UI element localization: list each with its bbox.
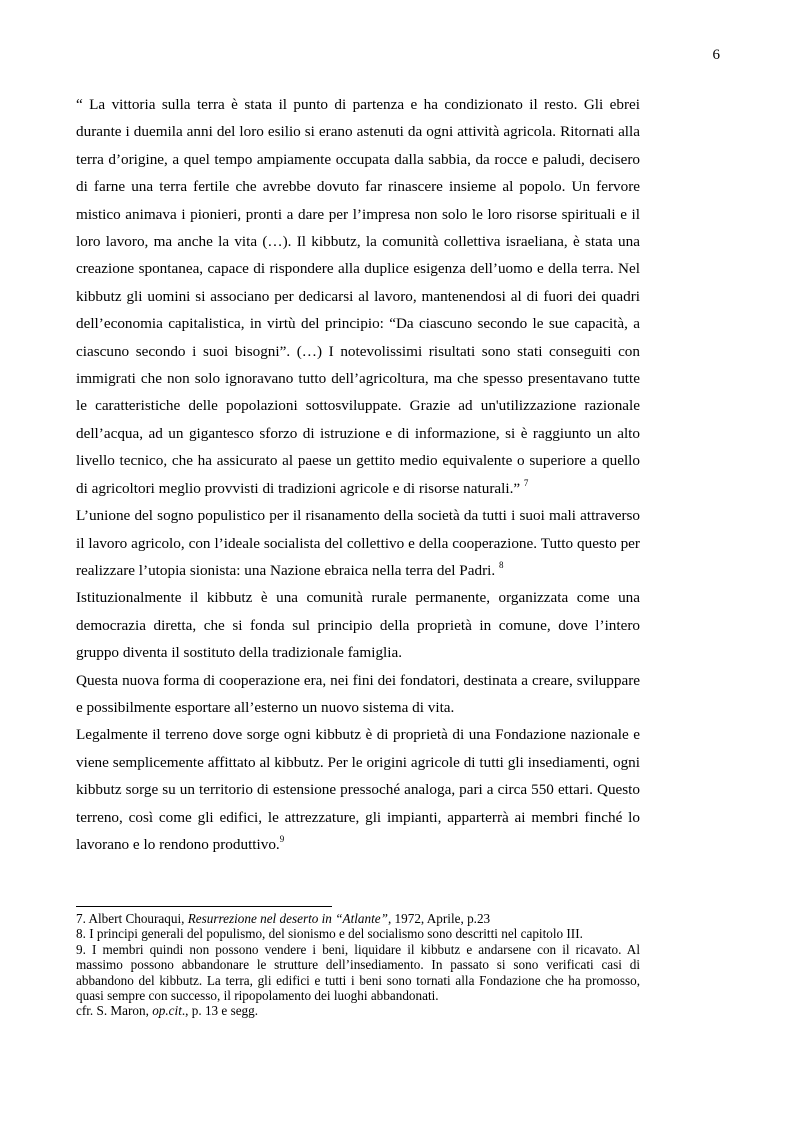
footnote-8: 8. I principi generali del populismo, del sionismo e del socialismo sono descritti nel capitolo III. — [76, 926, 583, 942]
footnotes — [76, 911, 640, 1019]
footnote-7-title: Resurrezione nel deserto in “Atlante” — [187, 911, 388, 926]
paragraph-text: “ La vittoria sulla terra è stata il punto di partenza e ha condizionato il resto. Gli ebrei durante i duemila anni del loro esilio si erano astenuti da ogni attività agricola. Ritornati alla terra d’origine, a quel tempo ampiamente occupata dalla sabbia, da rocce e paludi, decisero di farne una terra fertile che avrebbe dovuto far rinascere insieme al popolo. Un fervore mistico animava i pionieri, pronti a dare per l’impresa non solo le loro risorse spirituali e il loro lavoro, ma anche la vita (…). Il kibbutz, la comunità collettiva israeliana, è stata una creazione spontanea, capace di rispondere alla duplice esigenza dell’uomo e della terra. Nel kibbutz gli uomini si associano per dedicarsi al lavoro, mantenendosi al di fuori dei quadri dell’economia capitalistica, in virtù del principio: “Da ciascuno secondo le sue capacità, a ciascuno secondo i suoi bisogni”. (…) I notevolissimi risultati sono stati conseguiti con immigrati che non solo ignoravano tutto dell’agricoltura, ma che spesso presentavano tutte le caratteristiche delle popolazioni sottosviluppate. Grazie ad un'utilizzazione razionale dell’acqua, ad un gigantesco sforzo di istruzione e di informazione, si è raggiunto un alto livello tecnico, che ha assicurato al paese un gettito medio equivalente o superiore a quello di agricoltori meglio provvisti di tradizioni agricole e di risorse naturali.” — [76, 96, 640, 497]
paragraph-quote — [76, 91, 640, 502]
paragraph-text: Legalmente il terreno dove sorge ogni kibbutz è di proprietà di una Fondazione nazionale e viene semplicemente affittato al kibbutz. Per le origini agricole di tutti gli insediamenti, ogni kibbutz sorge su un territorio di estensione pressoché analoga, pari a circa 550 ettari. Questo terreno, così come gli edifici, le attrezzature, gli impianti, apparterrà ai membri finché lo lavorano e lo rendono produttivo. — [76, 726, 640, 853]
paragraph-institutional: Istituzionalmente il kibbutz è una comunità rurale permanente, organizzata come una democrazia diretta, che si fonda sul principio della proprietà in comune, dove l’intero gruppo diventa il sostituto della tradizionale famiglia. — [76, 589, 640, 662]
paragraph-union — [76, 502, 640, 584]
paragraph-text: L’unione del sogno populistico per il risanamento della società da tutti i suoi mali attraverso il lavoro agricolo, con l’ideale socialista del collettivo e della cooperazione. Tutto questo per realizzare l’utopia sionista: una Nazione ebraica nella terra del Padri. — [76, 507, 640, 579]
footnote-cfr — [76, 1003, 640, 1018]
page-number: 6 — [712, 47, 720, 63]
paragraph-legal — [76, 721, 640, 858]
paragraph-cooperation: Questa nuova forma di cooperazione era, nei fini dei fondatori, destinata a creare, sviluppare e possibilmente esportare all’esterno un nuovo sistema di vita. — [76, 671, 640, 716]
footnote-7-author: 7. Albert Chouraqui, — [76, 911, 188, 926]
cfr-pages: ., p. 13 e segg. — [181, 1003, 259, 1019]
footnote-ref-9: 9 — [279, 833, 285, 844]
footnote-separator — [76, 906, 332, 907]
footnote-7 — [76, 911, 640, 926]
main-text — [76, 91, 640, 858]
footnote-ref-7: 7 — [523, 477, 529, 488]
footnote-7-date: , 1972, Aprile, p.23 — [387, 911, 491, 926]
footnote-ref-8: 8 — [498, 559, 504, 570]
cfr-opcit: op.cit — [152, 1003, 182, 1019]
cfr-author: cfr. S. Maron, — [76, 1003, 153, 1019]
footnote-9: 9. I membri quindi non possono vendere i beni, liquidare il kibbutz e andarsene con il ricavato. Al massimo possono abbandonare le strutture dell’insediamento. In passato si sono verificati casi di abbandono del kibbutz. La terra, gli edifici e tutti i beni sono tornati alla Fondazione che ha promosso, quasi sempre con successo, il ripopolamento dei luoghi abbandonati. — [76, 941, 640, 1004]
